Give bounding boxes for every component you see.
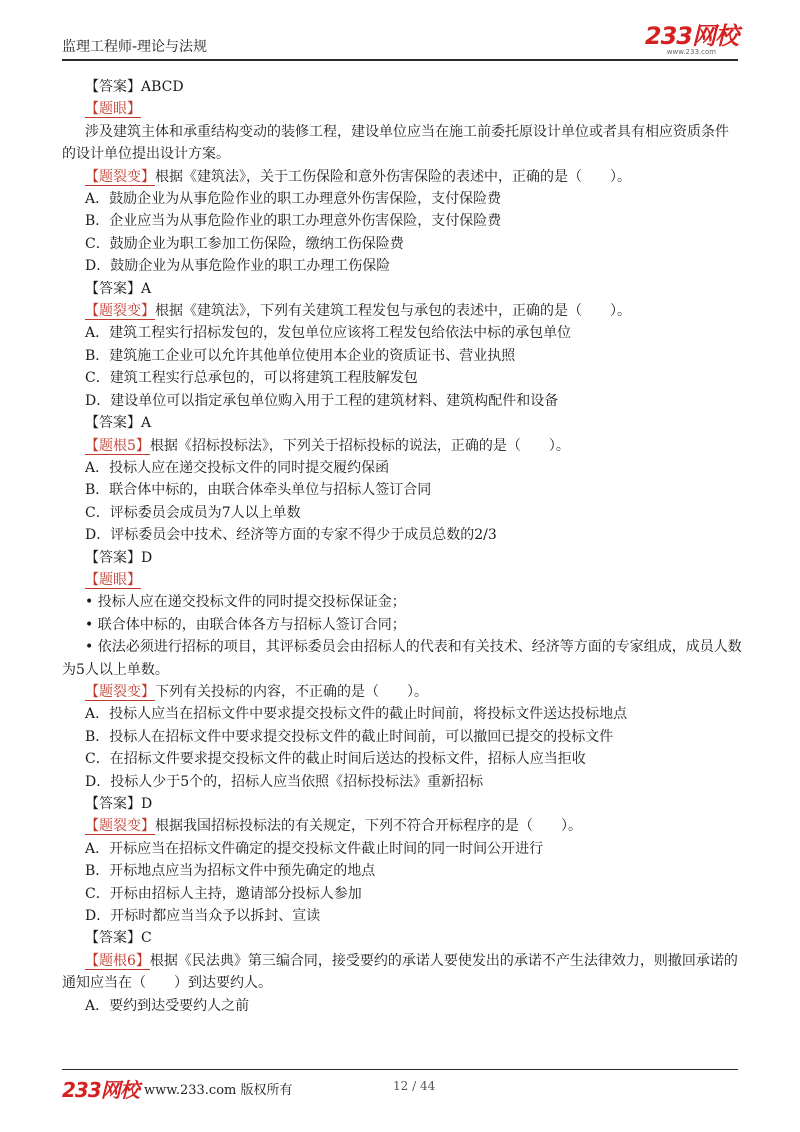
doc-line <box>62 883 742 905</box>
doc-line <box>62 278 742 300</box>
line-text: D．评标委员会中技术、经济等方面的专家不得少于成员总数的2/3 <box>85 527 497 544</box>
doc-line <box>62 233 742 255</box>
logo-url: www.233.com <box>666 48 717 56</box>
line-text: 根据《建筑法》，下列有关建筑工程发包与承包的表述中，正确的是（ ）。 <box>155 303 631 320</box>
line-text: B．企业应当为从事危险作业的职工办理意外伤害保险，支付保险费 <box>85 213 502 230</box>
line-text: A．建筑工程实行招标发包的，发包单位应该将工程发包给依法中标的承包单位 <box>85 325 572 342</box>
line-text: 根据我国招标投标法的有关规定，下列不符合开标程序的是（ ）。 <box>155 818 582 835</box>
line-text: • 依法必须进行招标的项目，其评标委员会由招标人的代表和有关技术、经济等方面的专家组成，成员人数为5人以上单数。 <box>62 639 742 678</box>
page-footer <box>62 1074 742 1102</box>
line-text: A．开标应当在招标文件确定的提交投标文件截止时间的同一时间公开进行 <box>85 840 544 857</box>
line-text: 【答案】A <box>85 415 152 432</box>
line-text: A．鼓励企业为从事危险作业的职工办理意外伤害保险，支付保险费 <box>85 191 502 208</box>
brand-logo[interactable] <box>645 24 738 56</box>
question-tag: 【题眼】 <box>85 101 141 118</box>
line-text: B．建筑施工企业可以允许其他单位使用本企业的资质证书、营业执照 <box>85 347 516 364</box>
doc-line <box>62 166 742 188</box>
question-tag: 【题裂变】 <box>85 818 155 835</box>
doc-line <box>62 726 742 748</box>
doc-line <box>62 636 742 681</box>
line-text: C．建筑工程实行总承包的，可以将建筑工程肢解发包 <box>85 370 418 387</box>
doc-line <box>62 838 742 860</box>
doc-line <box>62 703 742 725</box>
question-tag: 【题裂变】 <box>85 168 155 185</box>
line-text: 涉及建筑主体和承重结构变动的装修工程，建设单位应当在施工前委托原设计单位或者具有相应资质条件的设计单位提出设计方案。 <box>62 123 729 163</box>
line-text: A．投标人应在递交投标文件的同时提交履约保函 <box>85 459 390 476</box>
page-number: 12 / 44 <box>393 1079 436 1093</box>
line-text: C．在招标文件要求提交投标文件的截止时间后送达的投标文件，招标人应当拒收 <box>85 751 586 768</box>
doc-line <box>62 435 742 457</box>
question-tag: 【题根6】 <box>85 952 150 969</box>
doc-line <box>62 76 742 98</box>
line-text: 【答案】A <box>85 280 152 297</box>
question-tag: 【题裂变】 <box>85 683 155 700</box>
doc-line <box>62 479 742 501</box>
doc-line <box>62 793 742 815</box>
doc-line <box>62 524 742 546</box>
line-text: D．投标人少于5个的，招标人应当依照《招标投标法》重新招标 <box>85 773 484 790</box>
header-divider <box>62 59 738 61</box>
line-text: B．投标人在招标文件中要求提交投标文件的截止时间前，可以撤回已提交的投标文件 <box>85 728 614 745</box>
doc-line <box>62 457 742 479</box>
doc-line <box>62 121 742 166</box>
document-body <box>62 76 742 1017</box>
line-text: C．鼓励企业为职工参加工伤保险，缴纳工伤保险费 <box>85 235 404 252</box>
doc-line <box>62 412 742 434</box>
line-text: 根据《民法典》第三编合同，接受要约的承诺人要使发出的承诺不产生法律效力，则撤回承诺的通知应当在（ ）到达要约人。 <box>62 952 738 992</box>
line-text: 根据《建筑法》，关于工伤保险和意外伤害保险的表述中，正确的是（ ）。 <box>155 168 631 185</box>
doc-line <box>62 905 742 927</box>
line-text: D．建设单位可以指定承包单位购入用于工程的建筑材料、建筑构配件和设备 <box>85 392 559 409</box>
doc-line <box>62 771 742 793</box>
header-title: 监理工程师-理论与法规 <box>62 39 208 55</box>
doc-line <box>62 367 742 389</box>
doc-line <box>62 98 742 120</box>
doc-line <box>62 345 742 367</box>
doc-line <box>62 995 742 1017</box>
line-text: 下列有关投标的内容，不正确的是（ ）。 <box>155 683 428 700</box>
question-tag: 【题根5】 <box>85 437 150 454</box>
doc-line <box>62 815 742 837</box>
doc-line <box>62 614 742 636</box>
line-text: 【答案】D <box>85 549 153 566</box>
line-text: • 投标人应在递交投标文件的同时提交投标保证金； <box>85 594 406 611</box>
doc-line <box>62 210 742 232</box>
doc-line <box>62 748 742 770</box>
line-text: D．开标时都应当当众予以拆封、宣读 <box>85 908 321 925</box>
line-text: A．要约到达受要约人之前 <box>85 997 250 1014</box>
question-tag: 【题眼】 <box>85 571 141 588</box>
doc-line <box>62 591 742 613</box>
line-text: C．开标由招标人主持，邀请部分投标人参加 <box>85 885 362 902</box>
footer-divider <box>62 1069 738 1070</box>
line-text: A．投标人应当在招标文件中要求提交投标文件的截止时间前，将投标文件送达投标地点 <box>85 706 628 723</box>
doc-line <box>62 300 742 322</box>
footer-logo: 233网校 <box>62 1078 139 1102</box>
line-text: B．联合体中标的，由联合体牵头单位与招标人签订合同 <box>85 482 432 499</box>
doc-line <box>62 860 742 882</box>
doc-line <box>62 188 742 210</box>
line-text: 【答案】ABCD <box>85 79 184 95</box>
line-text: 根据《招标投标法》，下列关于招标投标的说法，正确的是（ ）。 <box>149 437 570 454</box>
line-text: B．开标地点应当为招标文件中预先确定的地点 <box>85 863 376 880</box>
line-text: 【答案】D <box>85 796 153 812</box>
doc-line <box>62 547 742 569</box>
doc-line <box>62 681 742 703</box>
line-text: D．鼓励企业为从事危险作业的职工办理工伤保险 <box>85 258 391 275</box>
line-text: 【答案】C <box>85 930 152 947</box>
doc-line <box>62 390 742 412</box>
question-tag: 【题裂变】 <box>85 303 155 320</box>
doc-line <box>62 322 742 344</box>
doc-line <box>62 255 742 277</box>
line-text: • 联合体中标的，由联合体各方与招标人签订合同； <box>85 616 406 633</box>
logo-text: 233网校 <box>644 22 738 50</box>
copyright-text: www.233.com 版权所有 <box>144 1083 293 1098</box>
doc-line <box>62 502 742 524</box>
doc-line <box>62 927 742 949</box>
page-header <box>62 22 738 62</box>
doc-line <box>62 569 742 591</box>
line-text: C．评标委员会成员为7人以上单数 <box>85 504 301 521</box>
doc-line <box>62 950 742 995</box>
